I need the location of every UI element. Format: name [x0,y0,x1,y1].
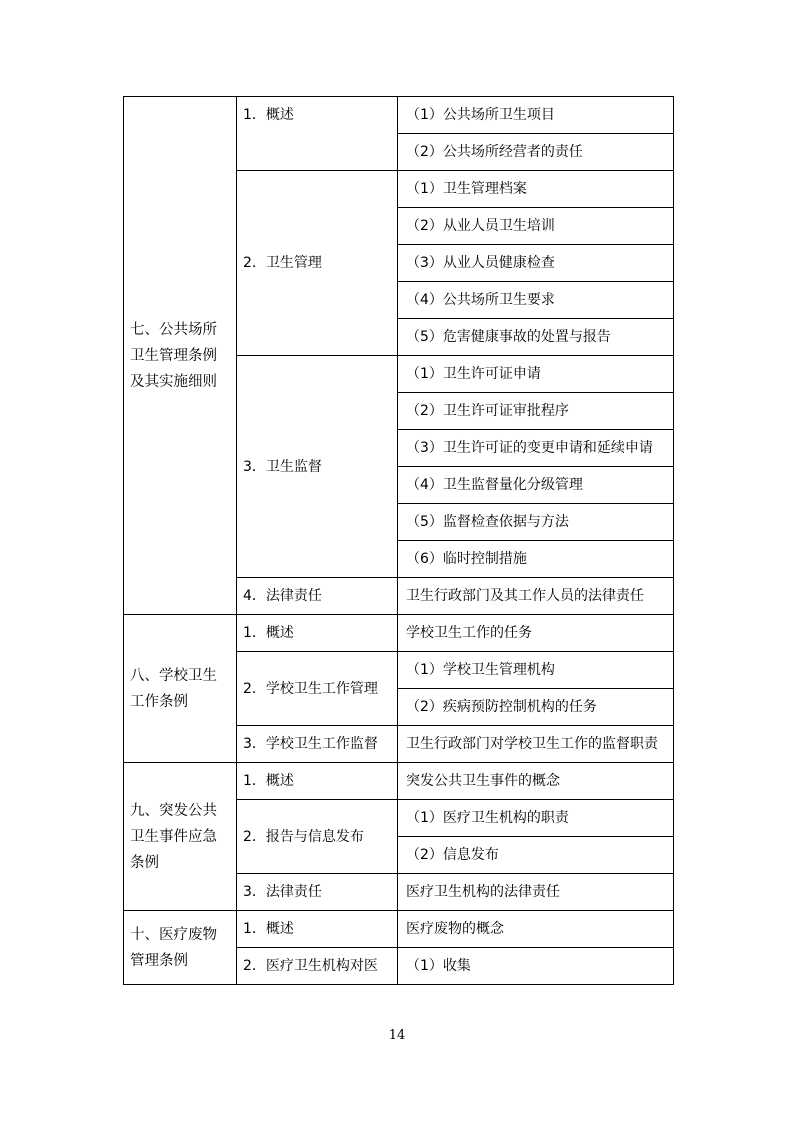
outline-item: （5）监督检查依据与方法 [398,504,674,541]
subsection-label: 2．卫生管理 [237,171,398,356]
outline-item: （4）卫生监督量化分级管理 [398,467,674,504]
section-title: 八、学校卫生工作条例 [124,615,237,763]
subsection-label: 3．法律责任 [237,874,398,911]
outline-item: （1）卫生许可证申请 [398,356,674,393]
section-title: 七、公共场所卫生管理条例及其实施细则 [124,97,237,615]
table-row [124,615,674,652]
outline-item: （3）卫生许可证的变更申请和延续申请 [398,430,674,467]
outline-body [124,97,674,985]
outline-item: 医疗废物的概念 [398,911,674,948]
subsection-label: 1．概述 [237,763,398,800]
section-title: 十、医疗废物管理条例 [124,911,237,985]
subsection-label: 1．概述 [237,615,398,652]
subsection-label: 1．概述 [237,911,398,948]
subsection-label: 4．法律责任 [237,578,398,615]
outline-item: （1）公共场所卫生项目 [398,97,674,134]
section-title: 九、突发公共卫生事件应急条例 [124,763,237,911]
outline-item: （1）学校卫生管理机构 [398,652,674,689]
table-row [124,911,674,948]
subsection-label: 2．报告与信息发布 [237,800,398,874]
outline-item: （6）临时控制措施 [398,541,674,578]
outline-item: 卫生行政部门对学校卫生工作的监督职责 [398,726,674,763]
outline-item: （2）卫生许可证审批程序 [398,393,674,430]
table-row [124,763,674,800]
outline-item: （3）从业人员健康检查 [398,245,674,282]
outline-item: （1）医疗卫生机构的职责 [398,800,674,837]
outline-item: （5）危害健康事故的处置与报告 [398,319,674,356]
subsection-label: 1．概述 [237,97,398,171]
outline-item: （1）收集 [398,948,674,985]
outline-item: （2）从业人员卫生培训 [398,208,674,245]
outline-item: （4）公共场所卫生要求 [398,282,674,319]
page-number: 14 [388,1028,406,1043]
subsection-label: 2．医疗卫生机构对医 [237,948,398,985]
table-row [124,97,674,134]
subsection-label: 2．学校卫生工作管理 [237,652,398,726]
subsection-label: 3．卫生监督 [237,356,398,578]
outline-item: 突发公共卫生事件的概念 [398,763,674,800]
outline-table [123,96,674,985]
outline-item: 卫生行政部门及其工作人员的法律责任 [398,578,674,615]
outline-item: 医疗卫生机构的法律责任 [398,874,674,911]
outline-item: （2）信息发布 [398,837,674,874]
outline-item: （1）卫生管理档案 [398,171,674,208]
outline-item: （2）公共场所经营者的责任 [398,134,674,171]
outline-item: （2）疾病预防控制机构的任务 [398,689,674,726]
subsection-label: 3．学校卫生工作监督 [237,726,398,763]
outline-item: 学校卫生工作的任务 [398,615,674,652]
